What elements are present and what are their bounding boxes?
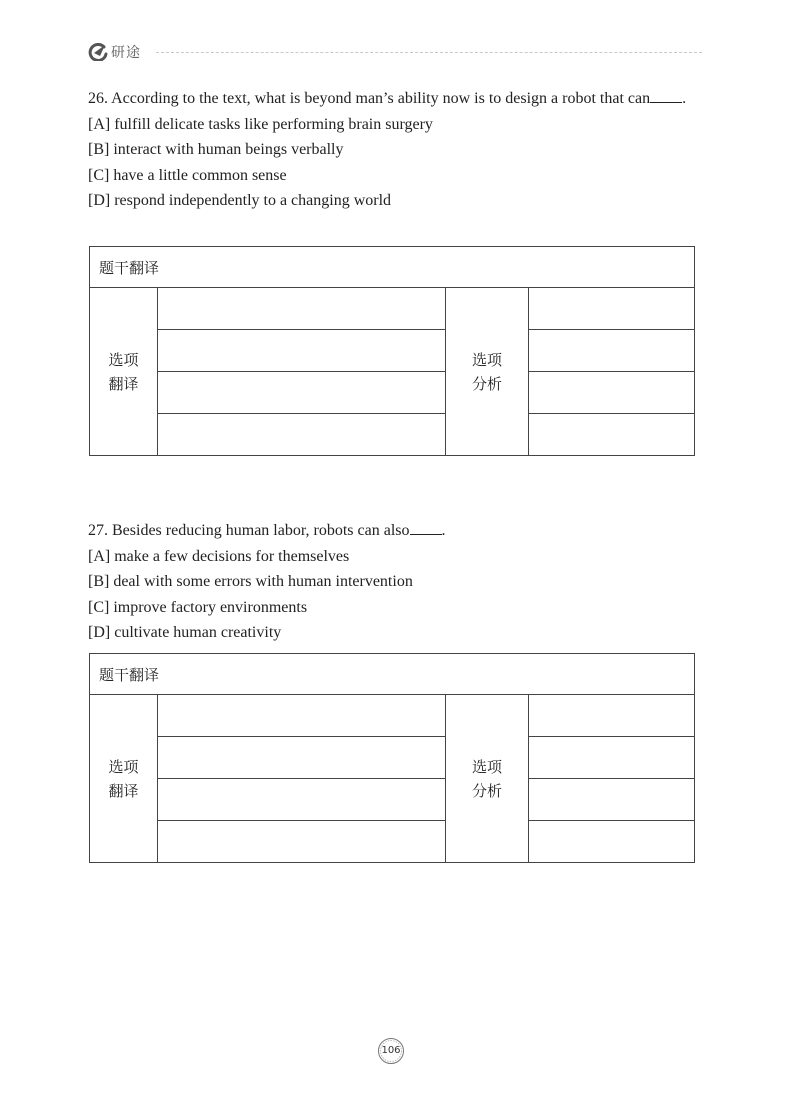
translation-cell[interactable] <box>158 288 446 330</box>
option-translation-label <box>90 288 158 456</box>
logo-text: 研途 <box>111 45 141 61</box>
analysis-cell[interactable] <box>529 695 695 737</box>
translation-cell[interactable] <box>158 821 446 863</box>
answer-blank <box>650 88 682 103</box>
analysis-cell[interactable] <box>529 330 695 372</box>
analysis-cell[interactable] <box>529 821 695 863</box>
question-stem-end: . <box>441 522 446 539</box>
option-analysis-label-line1: 选项 <box>471 757 502 776</box>
stem-translation-label: 题干翻译 <box>90 654 695 695</box>
option-a: [A] fulfill delicate tasks like performing brain surgery <box>88 115 433 133</box>
answer-table-26 <box>89 246 695 456</box>
translation-cell[interactable] <box>158 330 446 372</box>
page-header <box>88 40 702 64</box>
option-b: [B] deal with some errors with human intervention <box>88 573 413 590</box>
option-analysis-label <box>446 288 529 456</box>
logo-icon <box>88 43 108 61</box>
question-stem-text: 26. According to the text, what is beyond man’s ability now is to design a robot that can <box>88 90 651 107</box>
answer-blank <box>410 520 442 535</box>
analysis-cell[interactable] <box>529 288 695 330</box>
translation-cell[interactable] <box>158 372 446 414</box>
question-stem-text: 27. Besides reducing human labor, robots can also <box>88 522 410 539</box>
page-number: 106 <box>381 1045 401 1056</box>
option-a: [A] make a few decisions for themselves <box>88 547 350 565</box>
question-stem <box>88 86 695 112</box>
answer-table-27 <box>89 653 695 863</box>
option-b: [B] interact with human beings verbally <box>88 141 344 158</box>
question-stem <box>88 518 695 544</box>
option-translation-label-line2: 翻译 <box>108 781 139 800</box>
header-divider <box>156 52 702 53</box>
translation-cell[interactable] <box>158 737 446 779</box>
stem-translation-label: 题干翻译 <box>90 247 695 288</box>
question-26 <box>88 86 695 214</box>
option-translation-label-line2: 翻译 <box>108 374 139 393</box>
brand-logo <box>88 42 141 62</box>
translation-cell[interactable] <box>158 779 446 821</box>
question-27 <box>88 518 695 646</box>
option-analysis-label-line2: 分析 <box>471 781 502 800</box>
analysis-cell[interactable] <box>529 414 695 456</box>
option-analysis-label-line2: 分析 <box>471 374 502 393</box>
page-number-badge <box>377 1037 405 1065</box>
option-translation-label-line1: 选项 <box>108 350 139 369</box>
analysis-cell[interactable] <box>529 737 695 779</box>
analysis-cell[interactable] <box>529 779 695 821</box>
option-c: [C] improve factory environments <box>88 598 308 616</box>
option-c: [C] have a little common sense <box>88 166 287 184</box>
analysis-cell[interactable] <box>529 372 695 414</box>
option-translation-label-line1: 选项 <box>108 757 139 776</box>
option-analysis-label-line1: 选项 <box>471 350 502 369</box>
question-stem-end: . <box>682 90 687 107</box>
option-d: [D] respond independently to a changing world <box>88 192 392 209</box>
translation-cell[interactable] <box>158 695 446 737</box>
option-translation-label <box>90 695 158 863</box>
option-d: [D] cultivate human creativity <box>88 624 282 641</box>
option-analysis-label <box>446 695 529 863</box>
translation-cell[interactable] <box>158 414 446 456</box>
